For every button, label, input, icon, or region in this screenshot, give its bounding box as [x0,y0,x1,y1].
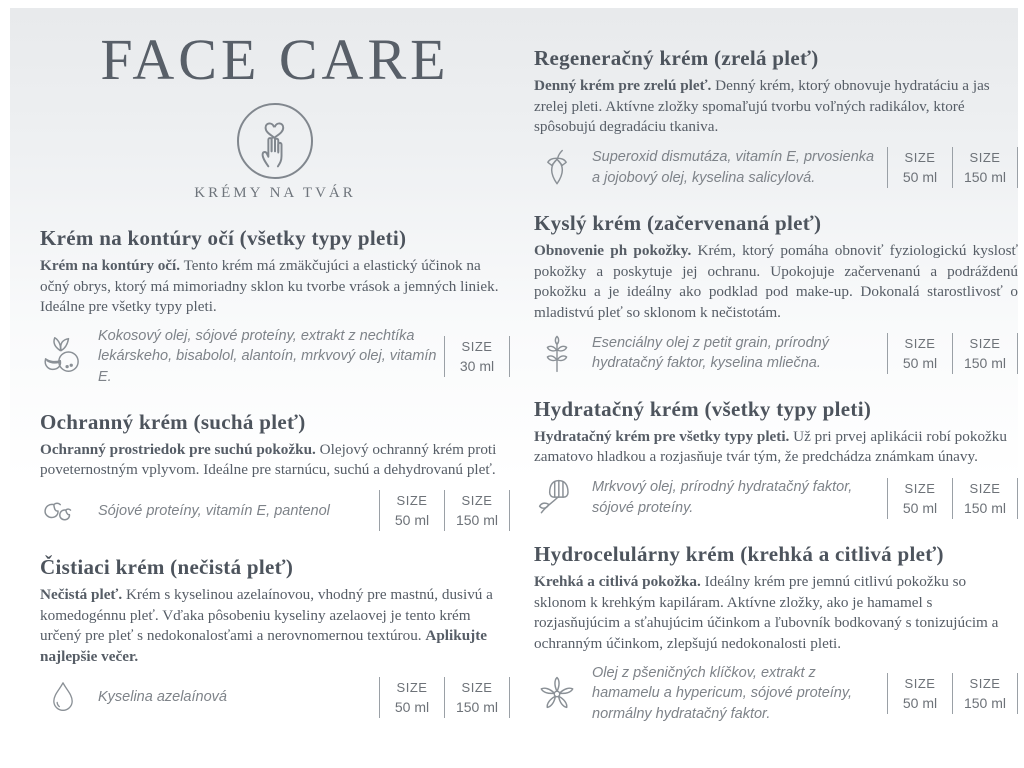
product-title: Čistiaci krém (nečistá pleť) [40,554,294,579]
description-body: Denný krém, ktorý obnovuje hydratáciu a jas zrelej pleti. Aktívne zložky spomaľujú tvorbu voľných radikálov, ktoré spôsobujú degradáciu tkaniva. [534,77,990,136]
size-value: 50 ml [902,695,938,712]
size-option [445,489,509,532]
size-options [887,672,1018,715]
size-value: 150 ml [963,695,1007,712]
product-description [534,572,1018,655]
size-label: SIZE [969,480,1001,496]
description-body: Tento krém má zmäkčujúci a elastický účinok na očný obrys, ktorý má mimoriadny sklon ku tvorbe vrások a jemných liniek. Ideálne pre všetky typy pleti. [40,256,499,316]
right-column [534,8,1018,746]
size-label: SIZE [904,676,936,692]
ingredients-text: Superoxid dismutáza, vitamín E, prvosienka a jojobový olej, kyselina salicylová. [592,148,875,186]
size-divider [1017,673,1018,714]
size-label: SIZE [904,335,936,351]
size-label: SIZE [461,339,493,355]
size-value: 50 ml [902,499,938,516]
description-lead: Krém na kontúry očí. [40,256,181,274]
size-value: 150 ml [963,354,1007,371]
description-lead: Nečistá pleť. [40,585,123,603]
bud-icon [534,147,580,189]
ingredients-text: Esenciálny olej z petit grain, prírodný hydratačný faktor, kyselina mliečna. [592,334,829,372]
size-label: SIZE [904,480,936,496]
size-options [444,335,510,378]
size-divider [509,336,510,377]
size-divider [1017,478,1018,519]
size-label: SIZE [969,335,1001,351]
size-label: SIZE [969,676,1001,692]
description-body: Krém s kyselinou azelaínovou, vhodný pre mastnú, dusivú a komedogénnu pleť. Vďaka pôsobeniu kyseliny azelaovej je tento krém určený pre pleť s nedokonalosťami a nerovnomernou textúrou. [40,585,493,645]
ingredients-text: Sójové proteíny, vitamín E, pantenol [98,502,330,519]
description-lead: Krehká a citlivá pokožka. [534,573,701,591]
ingredients-text: Kyselina azelaínová [98,688,227,705]
five-petal-flower-icon [534,672,580,716]
size-option [953,332,1017,375]
size-label: SIZE [461,679,493,695]
product-title: Hydratačný krém (všetky typy pleti) [534,396,872,421]
wheat-icon [534,332,580,374]
size-value: 150 ml [455,698,499,715]
size-option [953,477,1017,520]
description-body: Olejový ochranný krém proti poveternostným vplyvom. Ideálne pre starnúcu, suchú a dehydrovanú pleť. [40,440,497,479]
product-description [534,241,1018,324]
size-label: SIZE [396,679,428,695]
product-description [40,440,510,481]
size-divider [509,490,510,531]
product-title: Hydrocelulárny krém (krehká a citlivá pleť) [534,542,944,567]
size-option [888,477,952,520]
ingredient-row [534,663,1018,725]
size-value: 50 ml [902,169,938,186]
size-options [379,676,510,719]
ingredient-row [534,476,1018,520]
product-kysly-krem [534,211,1018,375]
size-value: 150 ml [963,499,1007,516]
size-value: 30 ml [459,358,495,375]
page-subtitle: KRÉMY NA TVÁR [194,184,356,201]
hand-heart-icon [237,103,313,179]
description-body: Ideálny krém pre jemnú citlivú pokožku so sklonom k krehkým kapiláram. Aktívne zložky, ako je hamamel s rozjasňujúcim a sťahujúcim účinkom a ľubovník bodkovaný s tonizujúcim a ochranným účinkom, zlepšujú nedokonalosti pleti. [534,573,999,653]
size-option [380,676,444,719]
size-option [953,146,1017,189]
ingredients-text: Olej z pšeničných klíčkov, extrakt z hamamelu a hypericum, sójové proteíny, normálny hydratačný faktor. [592,664,853,722]
size-options [887,477,1018,520]
ingredients-text: Kokosový olej, sójové proteíny, extrakt z nechtíka lekárskeho, bisabolol, alantoín, mrkvový olej, vitamín E. [98,327,437,386]
product-hydratacny-krem [534,397,1018,520]
size-option [380,489,444,532]
size-option [445,335,509,378]
description-lead: Denný krém pre zrelú pleť. [534,77,712,94]
description-lead: Ochranný prostriedok pre suchú pokožku. [40,440,316,458]
ingredients-text: Mrkvový olej, prírodný hydratačný faktor, sójové proteíny. [592,479,853,517]
size-value: 50 ml [394,698,430,715]
size-option [888,672,952,715]
product-description [534,427,1018,468]
size-value: 50 ml [394,512,430,529]
product-title: Regeneračný krém (zrelá pleť) [534,46,819,70]
two-column-layout [10,8,1018,746]
size-label: SIZE [396,493,428,509]
ingredient-row [534,332,1018,375]
size-options [887,146,1018,189]
size-label: SIZE [904,150,936,166]
size-label: SIZE [461,493,493,509]
product-krem-na-kontury-oci [40,226,510,388]
description-lead: Obnovenie ph pokožky. [534,242,692,260]
size-divider [1017,147,1018,188]
size-option [888,146,952,189]
ingredient-row [534,146,1018,189]
product-cistiaci-krem [40,555,510,719]
size-option [888,332,952,375]
product-title: Kyslý krém (začervenaná pleť) [534,211,822,236]
product-description [40,256,510,318]
product-hydrocelularny-krem [534,542,1018,724]
brochure-page [10,8,1018,768]
size-value: 150 ml [455,512,499,529]
description-body: Krém, ktorý pomáha obnoviť fyziologickú kyslosť pokožky a poskytuje jej ochranu. Upokojuje začervenanú a podráždenú pokožku a je ideálny ako podklad pod make-up. Dokonalá starostlivosť o mladistvú pleť so sklonom k nečistotám. [534,242,1018,322]
coconut-icon [40,335,86,379]
size-options [379,489,510,532]
size-divider [1017,333,1018,374]
size-value: 150 ml [963,169,1007,186]
size-option [953,672,1017,715]
droplet-icon [40,677,86,717]
description-body: Už pri prvej aplikácii robí pokožku zamatovo hladkou a rozjasňuje tvár tým, že predchádza známkam únavy. [534,427,1007,466]
size-label: SIZE [969,150,1001,166]
brand-header [40,8,510,202]
left-column [40,8,510,746]
ingredient-row [40,676,510,719]
product-regeneracny-krem [534,46,1018,189]
size-value: 50 ml [902,354,938,371]
description-lead: Hydratačný krém pre všetky typy pleti. [534,427,790,445]
soybean-icon [40,489,86,533]
product-ochranny-krem [40,410,510,533]
product-title: Krém na kontúry očí (všetky typy pleti) [40,225,407,250]
product-title: Ochranný krém (suchá pleť) [40,409,306,434]
description-tail: Aplikujte najlepšie večer. [40,627,487,665]
size-option [445,676,509,719]
size-divider [509,677,510,718]
ingredient-row [40,326,510,388]
page-title: FACE CARE [100,27,450,92]
ingredient-row [40,489,510,533]
calendula-flower-icon [534,476,580,520]
product-description [534,76,1018,138]
product-description [40,585,510,668]
size-options [887,332,1018,375]
